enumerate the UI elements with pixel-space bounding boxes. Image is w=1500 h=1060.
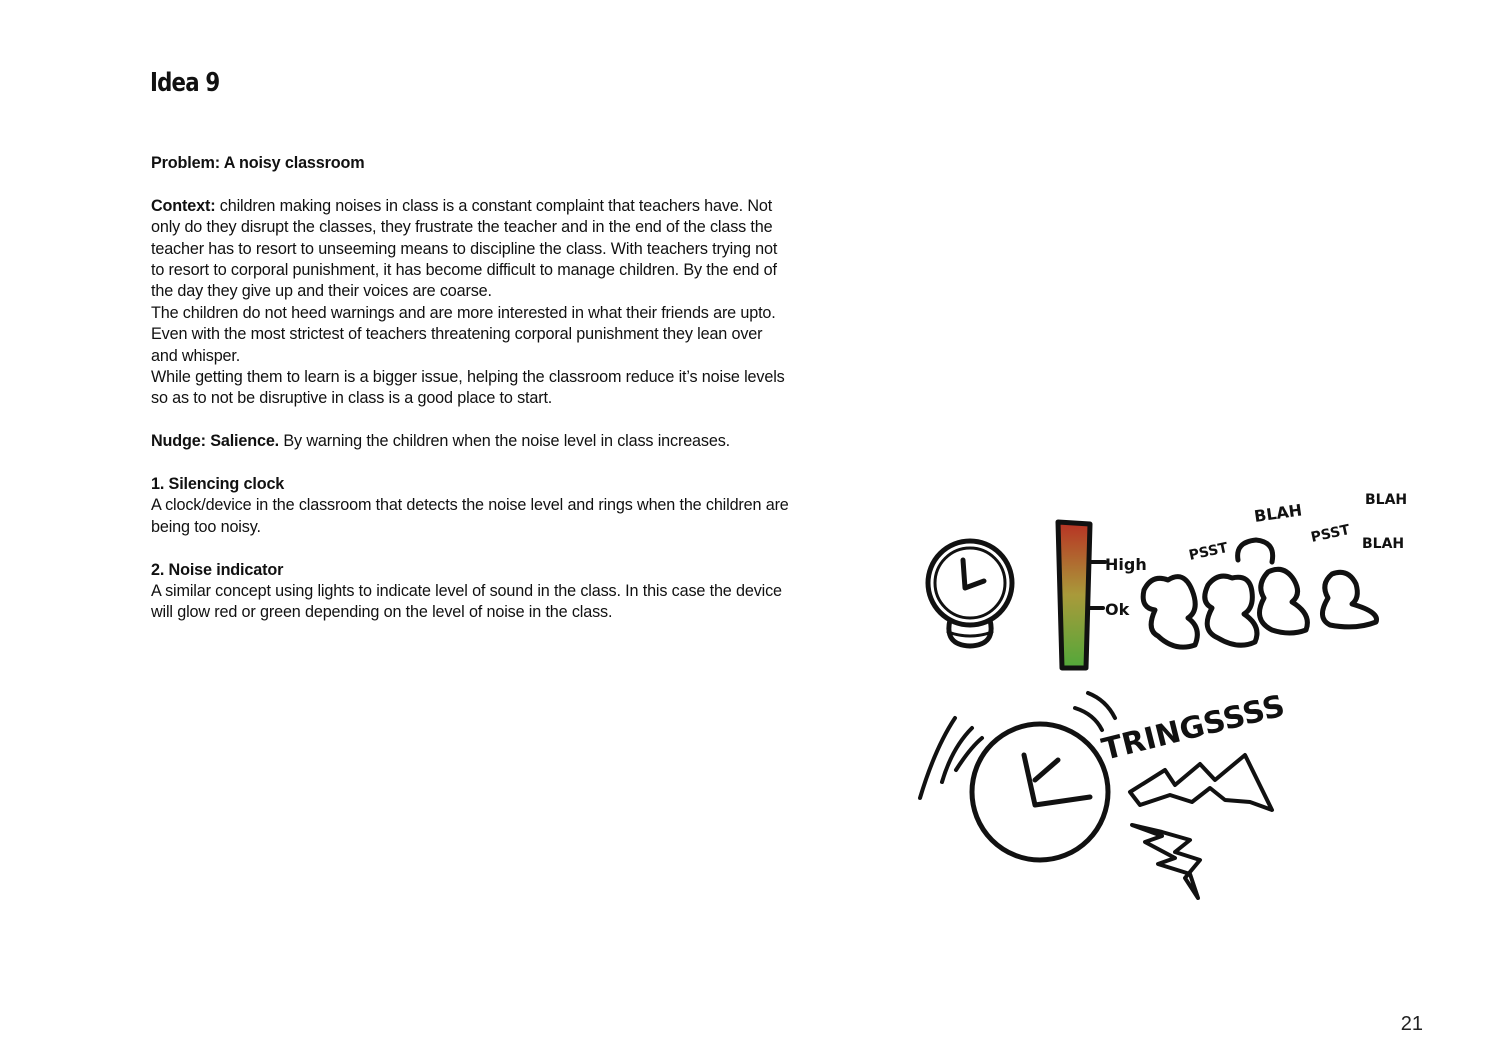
spacer [151,410,791,431]
meter-high-label: High [1105,555,1147,574]
ring-wave-icon [1130,755,1272,898]
chatter-label-1: BLAH [1252,500,1304,526]
ring-text: TRINGSSSS [1098,688,1289,768]
chatter-label-3: BLAH [1362,536,1405,552]
chatter-label-2: BLAH [1365,492,1408,508]
page-title: Idea 9 [150,68,220,98]
problem-heading: Problem: A noisy classroom [151,154,365,172]
context-text: children making noises in class is a constant complaint that teachers have. Not only do they disrupt the classes, they frustrate the teacher and in the end of the class the teacher has to resort to unseeming means to discipline the class. With teachers trying not to resort to corporal punishment, it has become difficult to manage children. By the end of the day they give up and their voices are coarse. [151,196,778,301]
noise-meter-icon [1058,522,1105,668]
page-number: 21 [1400,1013,1423,1035]
whisper-label-2: PSST [1309,522,1352,546]
spacer [151,174,791,195]
context-paragraph-3: While getting them to learn is a bigger issue, helping the classroom reduce it’s noise levels so as to not be disruptive in class is a good place to start. [151,368,785,408]
meter-ok-label: Ok [1105,600,1130,619]
whisper-label-1: PSST [1187,540,1230,564]
context-label: Context: [151,196,216,215]
spacer [151,453,791,474]
idea-2-title: 2. Noise indicator [151,560,284,579]
context-paragraph-2: The children do not heed warnings and are more interested in what their friends are upto. Even with the most strictest of teachers threatening corporal punishment they lean over and whisper. [151,303,776,365]
small-clock-icon [928,541,1012,646]
ringing-clock-icon [920,693,1115,860]
spacer [151,538,791,559]
children-group-icon [1143,540,1376,647]
nudge-paragraph [151,431,791,452]
concept-sketch [900,480,1420,920]
context-paragraph [151,196,791,303]
text-column [151,153,791,624]
idea-1-title: 1. Silencing clock [151,475,285,494]
idea-2-text: A similar concept using lights to indicate level of sound in the class. In this case the device will glow red or green depending on the level of noise in the class. [151,582,782,622]
idea-1-text: A clock/device in the classroom that detects the noise level and rings when the children are being too noisy. [151,496,789,536]
nudge-label: Nudge: Salience. [151,432,280,451]
nudge-text: By warning the children when the noise level in class increases. [279,432,730,451]
